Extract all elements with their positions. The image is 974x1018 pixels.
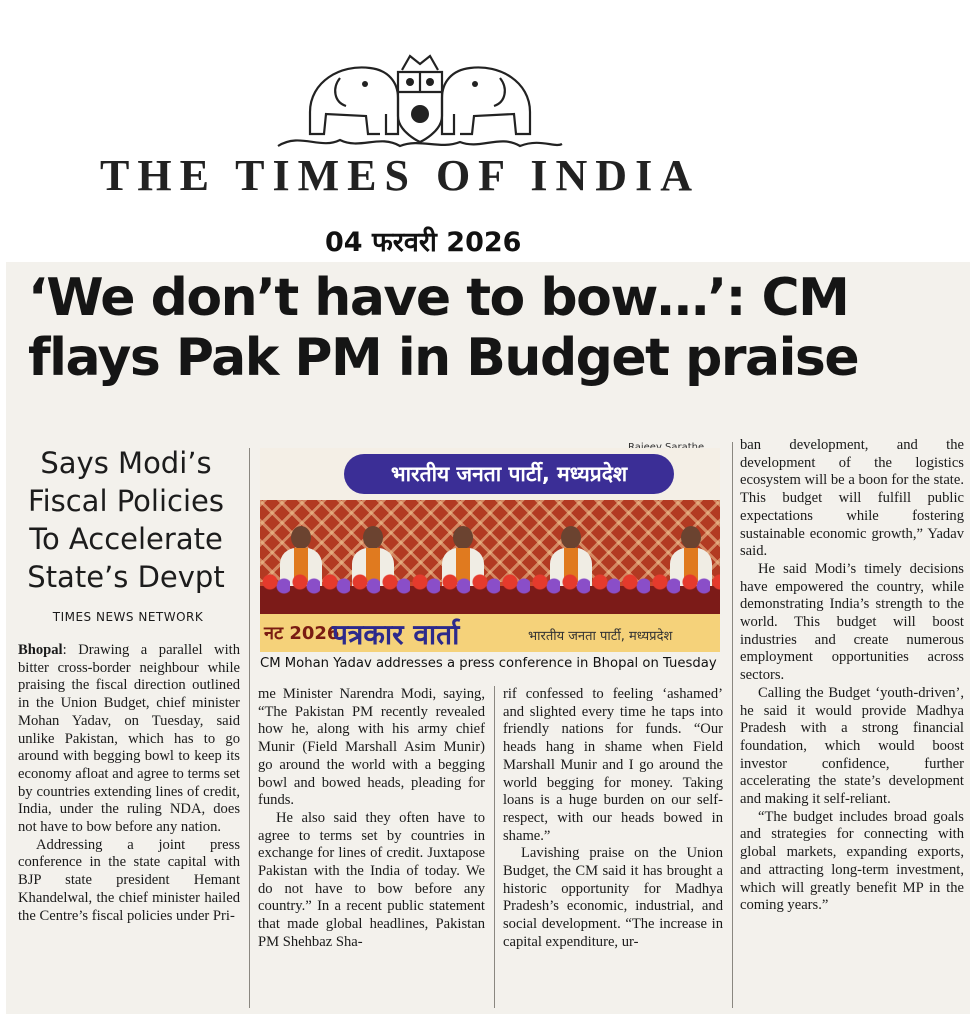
photo-banner-year: नट 2026: [264, 623, 340, 644]
column-rule: [732, 442, 733, 1008]
photo-banner-bottom: [260, 614, 720, 652]
photo-banner-party-name: भारतीय जनता पार्टी, मध्यप्रदेश: [344, 454, 674, 494]
press-conference-photo: [260, 448, 720, 652]
photo-flower-decoration: [260, 570, 720, 598]
article-paragraph: Addressing a joint press conference in the state capital with BJP state president Hemant Khandelwal, the chief minister hailed the Centre’s fiscal policies under Pri-: [18, 836, 240, 924]
article-paragraph: “The budget includes broad goals and strategies for connecting with global markets, expanding exports, and attracting long-term investment, which will greatly benefit MP in the coming years.”: [740, 808, 964, 914]
article-column-4: [740, 437, 964, 915]
article-paragraph: me Minister Narendra Modi, saying, “The Pakistan PM recently revealed how he, along with his army chief Munir (Field Marshall Asim Munir) go around the world with a begging bowl and bowed heads, pleading for funds.: [258, 686, 485, 809]
article-paragraph: ban development, and the development of the logistics ecosystem will be a boon for the state. This budget will fulfill public expectations while fostering sustainable economic growth,” Yadav said.: [740, 437, 964, 560]
article-paragraph: rif confessed to feeling ‘ashamed’ and slighted every time he taps into friendly nations for funds. “Our heads hang in shame when Field Marshall Munir and I go around the world begging for money. Taking loans is a huge burden on our self-respect, with our heads bowed in shame.”: [503, 686, 723, 844]
photo-banner-party: भारतीय जनता पार्टी, मध्यप्रदेश: [528, 629, 673, 644]
article-paragraph: He said Modi’s timely decisions have empowered the country, while demonstrating India’s strength to the world. This budget will boost industries and create numerous employment opportunities across sectors.: [740, 560, 964, 684]
article-byline: TIMES NEWS NETWORK: [52, 610, 204, 624]
newspaper-masthead-title: THE TIMES OF INDIA: [100, 151, 700, 200]
article-headline: ‘We don’t have to bow…’: CM flays Pak PM in Budget praise: [28, 268, 859, 388]
article-column-1: [18, 642, 240, 925]
photo-caption: CM Mohan Yadav addresses a press conference in Bhopal on Tuesday: [260, 656, 717, 671]
article-deck: Says Modi’s Fiscal Policies To Accelerate State’s Devpt: [27, 446, 225, 594]
article-paragraph: He also said they often have to agree to terms set by countries in exchange for lines of credit. Juxtapose Pakistan with the India of today. We do not have to bow before any country.” In a recent public statement that made global headlines, Pakistan PM Shehbaz Sha-: [258, 809, 485, 950]
article-paragraph: Lavishing praise on the Union Budget, the CM said it has brought a historic opportunity for Madhya Pradesh’s economic, industrial, and social development. “The increase in capital expenditure, ur-: [503, 845, 723, 950]
times-of-india-emblem-logo: [270, 42, 570, 152]
article-column-3: [503, 686, 723, 952]
issue-date: 04 फरवरी 2026: [325, 227, 522, 258]
article-paragraph: Calling the Budget ‘youth-driven’, he said it would provide Madhya Pradesh with a strong financial foundation, which would boost investor confidence, further accelerating the state’s development and making it self-reliant.: [740, 684, 964, 808]
photo-banner-top: [260, 448, 720, 500]
column-rule: [249, 448, 250, 1008]
article-column-2: [258, 686, 485, 952]
column-rule: [494, 686, 495, 1008]
news-clipping: [6, 262, 970, 1014]
photo-banner-title: पत्रकार वार्ता: [332, 618, 460, 651]
article-dateline: Bhopal: [18, 642, 63, 658]
article-paragraph: Bhopal: Drawing a parallel with bitter cross-border neighbour while praising the fiscal direction outlined in the Union Budget, chief minister Mohan Yadav, on Tuesday, said unlike Pakistan, which has to go around with begging bowl to keep its economy afloat and agree to terms set by countries extending lines of credit, India, under the ruling NDA, does not have to bow before any nation.: [18, 642, 240, 836]
